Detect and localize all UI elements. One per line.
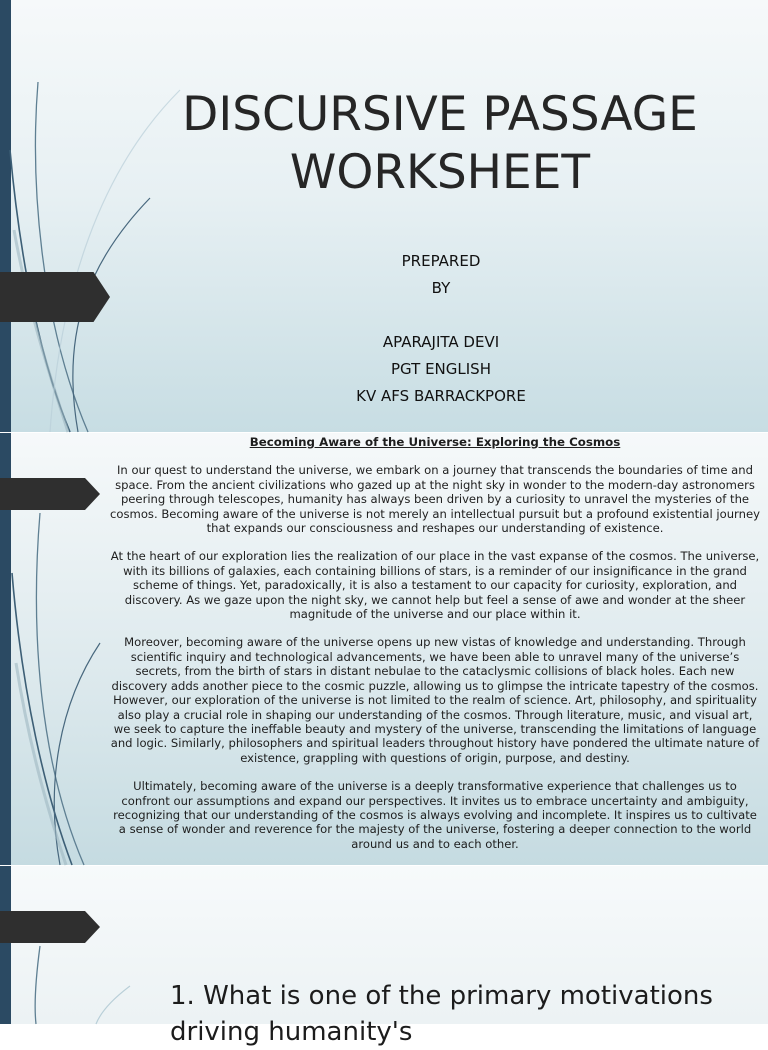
passage-paragraph-1: In our quest to understand the universe, we embark on a journey that transcends the boundaries of time and space. From the ancient civilizations who gazed up at the night sky in wonder to the modern-day astronomers peering through telescopes, humanity has always been driven by a curiosity to unravel the mysteries of the cosmos. Becoming aware of the universe is not merely an intellectual pursuit but a profound existential journey that expands our consciousness and reshapes our understanding of existence. (110, 463, 760, 536)
author-role: PGT ENGLISH (391, 360, 491, 378)
slide-tab-marker (0, 911, 100, 943)
decorative-swirl (0, 866, 140, 1024)
question-text: 1. What is one of the primary motivations driving humanity's (170, 981, 713, 1047)
author-block (291, 248, 591, 410)
passage-paragraph-3: Moreover, becoming aware of the universe opens up new vistas of knowledge and understanding. Through scientific inquiry and technological advancements, we have been able to unravel many of the universe’s secrets, from the birth of stars in distant nebulae to the cataclysmic collisions of black holes. Each new discovery adds another piece to the cosmic puzzle, allowing us to glimpse the intricate tapestry of the cosmos. (111, 635, 759, 693)
author-school: KV AFS BARRACKPORE (356, 387, 526, 405)
passage-paragraph-5: Ultimately, becoming aware of the universe is a deeply transformative experience that challenges us to confront our assumptions and expand our perspectives. It invites us to embrace uncertainty and ambiguity, recognizing that our understanding of the cosmos is always evolving and incomplete. It inspires us to cultivate a sense of wonder and reverence for the majesty of the universe, fostering a deeper connection to the world around us and to each other. (113, 779, 757, 851)
question-slide (0, 866, 768, 1047)
slide-tab-marker (0, 478, 100, 510)
passage-paragraph-2: At the heart of our exploration lies the realization of our place in the vast expanse of the cosmos. The universe, with its billions of galaxies, each containing billions of stars, is a reminder of our insignificance in the grand scheme of things. Yet, paradoxically, it is also a testament to our capacity for curiosity, exploration, and discovery. As we gaze upon the night sky, we cannot help but feel a sense of awe and wonder at the sheer magnitude of the universe and our place within it. (110, 549, 760, 622)
author-name: APARAJITA DEVI (382, 333, 500, 351)
passage-slide (0, 433, 768, 865)
passage-text (108, 435, 762, 851)
decorative-swirl (0, 0, 200, 432)
by-label: BY (431, 279, 451, 297)
slide-tab-marker (0, 272, 110, 322)
passage-paragraph-4: However, our exploration of the universe is not limited to the realm of science. Art, philosophy, and spirituality also play a crucial role in shaping our understanding of the cosmos. Through literature, music, and visual art, we seek to capture the ineffable beauty and mystery of the universe, transcending the limitations of language and logic. Similarly, philosophers and spiritual leaders throughout history have pondered the ultimate nature of existence, grappling with questions of origin, purpose, and destiny. (110, 693, 760, 765)
passage-heading: Becoming Aware of the Universe: Exploring the Cosmos (249, 435, 621, 449)
title-line-2: WORKSHEET (289, 145, 591, 200)
title-line-1: DISCURSIVE PASSAGE (182, 87, 698, 142)
page-title (140, 86, 740, 202)
prepared-label: PREPARED (401, 252, 481, 270)
title-slide (0, 0, 768, 432)
